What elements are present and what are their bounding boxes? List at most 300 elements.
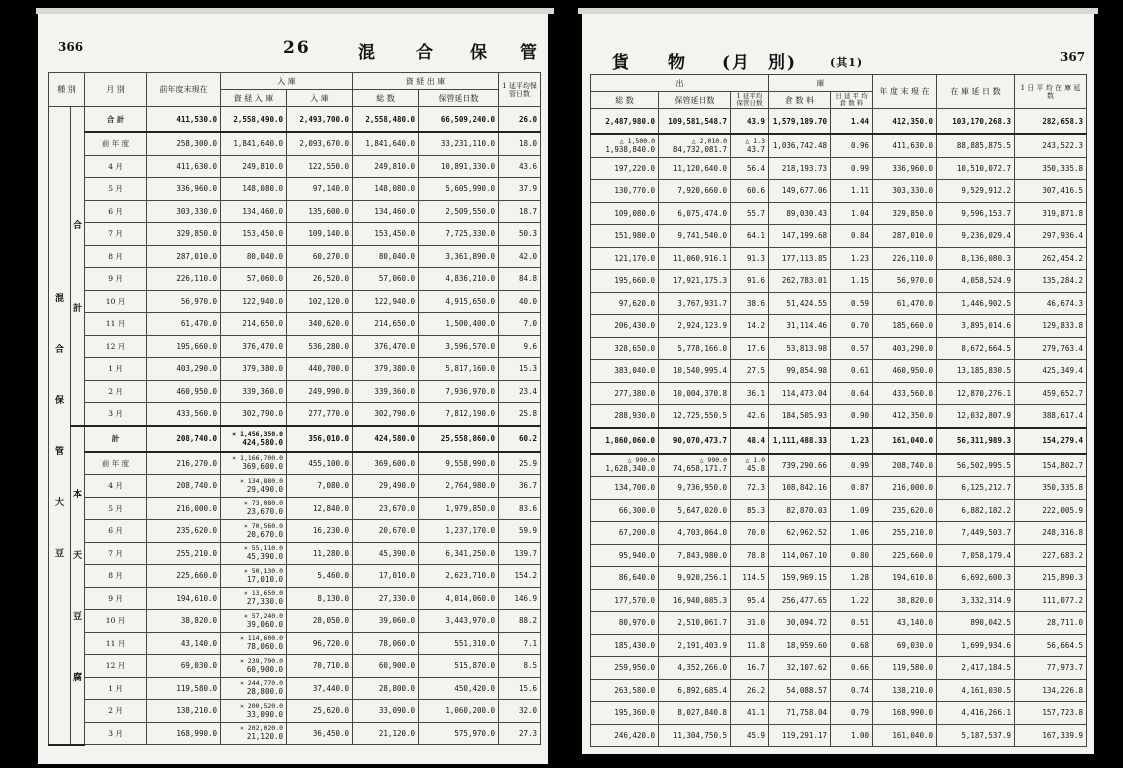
cell-out-total: 97,620.0 — [591, 292, 659, 315]
table-row — [49, 313, 541, 336]
cell-value: 1,938,840.0 — [605, 144, 655, 154]
table-row — [49, 403, 541, 426]
table-row — [591, 109, 1087, 135]
cell-prev-year: 403,290.0 — [147, 358, 221, 381]
cell-daily-avg: 459,652.7 — [1015, 382, 1087, 405]
cell-stock-days: 6,125,212.7 — [937, 477, 1015, 500]
cell-daily-fee: 0.66 — [831, 657, 873, 680]
cell-avg: 146.9 — [499, 587, 541, 610]
cell-fee: 31,114.46 — [769, 315, 831, 338]
cell-in-total: 148,080.0 — [221, 178, 287, 201]
cell-out-total: 151,980.0 — [591, 225, 659, 248]
cell-year-end: 208,740.0 — [873, 454, 937, 477]
cell-in-total: 249,810.0 — [221, 155, 287, 178]
table-row — [49, 565, 541, 588]
cell-out-total: 2,487,980.0 — [591, 109, 659, 135]
right-page-number: 367 — [1060, 50, 1086, 64]
cell-note: △ 1,500.0 — [619, 136, 655, 145]
cell-prev-year: 208,740.0 — [147, 426, 221, 452]
cell-fee: 218,193.73 — [769, 157, 831, 180]
cell-note: × 70,560.0 — [243, 521, 284, 530]
header-ko-group: 庫 — [769, 75, 873, 92]
cell-value: 21,120.0 — [246, 732, 284, 742]
cell-out-total: 67,200.0 — [591, 522, 659, 545]
cell-value: 39,060.0 — [246, 619, 284, 629]
cell-daily-fee: 0.84 — [831, 225, 873, 248]
table-row — [49, 475, 541, 498]
table-row — [49, 178, 541, 201]
cell-prev-year: 329,850.0 — [147, 223, 221, 246]
row-label: 計 — [85, 426, 147, 452]
cell-avg-days: 70.0 — [731, 522, 769, 545]
cell-out-total: 185,430.0 — [591, 634, 659, 657]
cell-avg-days: 42.6 — [731, 405, 769, 428]
cell-prev-year: 235,620.0 — [147, 520, 221, 543]
table-row — [49, 632, 541, 655]
cell-storage-days: 9,920,256.1 — [659, 567, 731, 590]
table-row — [49, 335, 541, 358]
cell-daily-fee: 0.74 — [831, 679, 873, 702]
header-in-group: 入 庫 — [221, 73, 353, 90]
cell-fee: 184,505.93 — [769, 405, 831, 428]
row-label: 4 月 — [85, 155, 147, 178]
table-row — [49, 132, 541, 155]
cell-prev-year: 38,820.0 — [147, 610, 221, 633]
cell-note: × 239,790.0 — [239, 656, 284, 665]
cell-fee: 119,291.17 — [769, 724, 831, 747]
cell-year-end: 255,210.0 — [873, 522, 937, 545]
cell-out-total: 153,450.0 — [353, 223, 419, 246]
cell-storage-days: 7,843,980.0 — [659, 544, 731, 567]
cell-year-end: 216,000.0 — [873, 477, 937, 500]
row-label: 前 年 度 — [85, 452, 147, 475]
cell-year-end: 329,850.0 — [873, 202, 937, 225]
cell-out-total: 27,330.0 — [353, 587, 419, 610]
cell-storage-days: 1,979,850.0 — [419, 497, 499, 520]
cell-prev-year: 411,630.0 — [147, 155, 221, 178]
title-char: 管 — [520, 43, 539, 63]
cell-in-total: 2,558,490.0 — [221, 107, 287, 133]
cell-avg: 50.3 — [499, 223, 541, 246]
cell-daily-avg: 319,871.8 — [1015, 202, 1087, 225]
cell-year-end: 226,110.0 — [873, 247, 937, 270]
cell-stock-days: 3,332,314.9 — [937, 589, 1015, 612]
header-in-col: 入 庫 — [287, 90, 353, 107]
cell-in-total — [221, 426, 287, 452]
cell-fee: 1,579,189.70 — [769, 109, 831, 135]
row-label: 2 月 — [85, 700, 147, 723]
cell-storage-days: 450,420.0 — [419, 677, 499, 700]
cell-value: 1,628,340.0 — [605, 464, 655, 474]
table-row — [591, 634, 1087, 657]
row-label: 2 月 — [85, 380, 147, 403]
cell-avg-days: 78.8 — [731, 544, 769, 567]
cell-in-total — [221, 497, 287, 520]
cell-note: △ 990.0 — [699, 456, 727, 465]
right-page — [582, 14, 1094, 754]
header-ko-col: 日 延 平 均 倉 数 料 — [831, 92, 873, 109]
cell-daily-fee: 0.59 — [831, 292, 873, 315]
cell-in-total: 339,360.0 — [221, 380, 287, 403]
table-row — [49, 677, 541, 700]
header-avg: 1 延平均保管日数 — [499, 73, 541, 107]
cell-daily-avg: 157,723.8 — [1015, 702, 1087, 725]
cell-in-total — [221, 452, 287, 475]
cell-out-total: 328,650.0 — [591, 337, 659, 360]
row-label: 5 月 — [85, 497, 147, 520]
cell-in: 2,493,700.0 — [287, 107, 353, 133]
cell-daily-fee: 1.11 — [831, 180, 873, 203]
right-subtitle: (其1) — [830, 56, 864, 69]
cell-in-total: 379,380.0 — [221, 358, 287, 381]
table-row — [591, 270, 1087, 293]
table-row — [591, 225, 1087, 248]
cell-storage-days: 5,647,020.0 — [659, 499, 731, 522]
cell-storage-days: 575,970.0 — [419, 722, 499, 745]
cell-value: 29,490.0 — [246, 484, 284, 494]
cell-storage-days: 10,540,995.4 — [659, 360, 731, 383]
cell-in-total — [221, 655, 287, 678]
cell-daily-avg: 56,664.5 — [1015, 634, 1087, 657]
cell-avg: 88.2 — [499, 610, 541, 633]
cell-stock-days: 4,416,266.1 — [937, 702, 1015, 725]
cell-out-total: 78,060.0 — [353, 632, 419, 655]
cell-avg-days — [731, 134, 769, 157]
cell-year-end: 194,610.0 — [873, 567, 937, 590]
cell-value: 33,090.0 — [246, 709, 284, 719]
cell-out-total: 28,800.0 — [353, 677, 419, 700]
cell-daily-avg: 388,617.4 — [1015, 405, 1087, 428]
cell-year-end: 138,210.0 — [873, 679, 937, 702]
cell-fee: 53,813.98 — [769, 337, 831, 360]
table-row — [591, 157, 1087, 180]
cell-in: 28,050.0 — [287, 610, 353, 633]
cell-avg: 7.1 — [499, 632, 541, 655]
cell-in: 2,093,670.0 — [287, 132, 353, 155]
cell-out-total: 206,430.0 — [591, 315, 659, 338]
cell-storage-days: 9,558,990.0 — [419, 452, 499, 475]
cell-storage-days: 4,836,210.0 — [419, 268, 499, 291]
cell-storage-days: 6,892,685.4 — [659, 679, 731, 702]
cell-in-total — [221, 610, 287, 633]
cell-avg-days: 36.1 — [731, 382, 769, 405]
cell-daily-avg: 134,226.8 — [1015, 679, 1087, 702]
cell-value: 60,900.0 — [246, 664, 284, 674]
header-out-col: 1 延平均保管日数 — [731, 92, 769, 109]
table-row — [49, 542, 541, 565]
cell-fee: 32,107.62 — [769, 657, 831, 680]
category-main — [49, 107, 71, 745]
cell-out-total: 1,841,640.0 — [353, 132, 419, 155]
cell-out-total — [591, 454, 659, 477]
left-page — [38, 14, 548, 764]
cell-storage-days: 90,070,473.7 — [659, 428, 731, 454]
cell-in: 277,770.0 — [287, 403, 353, 426]
title-char: 別) — [768, 53, 798, 73]
cell-year-end: 61,470.0 — [873, 292, 937, 315]
cell-avg-days: 31.0 — [731, 612, 769, 635]
cell-daily-fee: 1.23 — [831, 428, 873, 454]
cell-avg: 32.0 — [499, 700, 541, 723]
header-month: 月 別 — [85, 73, 147, 107]
cell-out-total: 17,010.0 — [353, 565, 419, 588]
table-row — [591, 202, 1087, 225]
cell-avg-days: 14.2 — [731, 315, 769, 338]
cell-fee: 262,783.01 — [769, 270, 831, 293]
cell-daily-avg: 167,339.9 — [1015, 724, 1087, 747]
cell-prev-year: 195,660.0 — [147, 335, 221, 358]
cell-daily-fee: 0.57 — [831, 337, 873, 360]
header-kind: 種 別 — [49, 73, 85, 107]
cell-daily-fee: 0.87 — [831, 477, 873, 500]
cell-in: 37,440.0 — [287, 677, 353, 700]
cell-storage-days: 2,764,980.0 — [419, 475, 499, 498]
table-row — [49, 358, 541, 381]
table-row — [591, 134, 1087, 157]
cell-storage-days — [659, 134, 731, 157]
row-label: 1 月 — [85, 677, 147, 700]
cell-stock-days: 890,042.5 — [937, 612, 1015, 635]
cell-storage-days: 6,075,474.0 — [659, 202, 731, 225]
table-row — [591, 724, 1087, 747]
row-label: 3 月 — [85, 722, 147, 745]
cell-in: 16,230.0 — [287, 520, 353, 543]
header-out-col: 保管延日数 — [419, 90, 499, 107]
table-row — [49, 587, 541, 610]
cell-daily-avg: 129,833.8 — [1015, 315, 1087, 338]
table-row — [49, 610, 541, 633]
cell-prev-year: 336,960.0 — [147, 178, 221, 201]
cell-avg: 26.0 — [499, 107, 541, 133]
cell-storage-days: 9,741,540.0 — [659, 225, 731, 248]
cell-in: 97,140.0 — [287, 178, 353, 201]
cell-year-end: 56,970.0 — [873, 270, 937, 293]
category-sub — [71, 426, 85, 745]
cell-in: 109,140.0 — [287, 223, 353, 246]
cell-note: × 1,166,700.0 — [232, 454, 284, 463]
cell-value: 74,658,171.7 — [672, 464, 727, 474]
cell-fee: 82,870.03 — [769, 499, 831, 522]
category-char: 合 — [54, 345, 64, 356]
cell-avg-days: 45.9 — [731, 724, 769, 747]
cell-fee: 159,969.15 — [769, 567, 831, 590]
cell-stock-days: 12,870,276.1 — [937, 382, 1015, 405]
cell-in-total — [221, 632, 287, 655]
cell-stock-days: 2,417,184.5 — [937, 657, 1015, 680]
cell-daily-avg: 46,674.3 — [1015, 292, 1087, 315]
header-out-col: 保管延日数 — [659, 92, 731, 109]
cell-storage-days: 7,936,970.0 — [419, 380, 499, 403]
cell-daily-fee: 1.22 — [831, 589, 873, 612]
row-label: 8 月 — [85, 565, 147, 588]
cell-stock-days: 1,699,934.6 — [937, 634, 1015, 657]
cell-fee: 18,959.60 — [769, 634, 831, 657]
title-char: 合 — [416, 43, 435, 63]
cell-daily-fee: 1.28 — [831, 567, 873, 590]
cell-in: 25,620.0 — [287, 700, 353, 723]
cell-in-total — [221, 475, 287, 498]
cell-stock-days: 9,236,029.4 — [937, 225, 1015, 248]
table-row — [591, 454, 1087, 477]
cell-note: × 200,520.0 — [239, 701, 284, 710]
cell-avg-days: 60.6 — [731, 180, 769, 203]
cell-in: 340,620.0 — [287, 313, 353, 336]
cell-fee: 30,094.72 — [769, 612, 831, 635]
cell-daily-fee: 1.06 — [831, 522, 873, 545]
cell-fee: 51,424.55 — [769, 292, 831, 315]
category-char: 本 — [73, 490, 83, 500]
cell-stock-days: 8,672,664.5 — [937, 337, 1015, 360]
header-ko-col: 倉 数 料 — [769, 92, 831, 109]
cell-prev-year: 69,030.0 — [147, 655, 221, 678]
cell-daily-fee: 0.51 — [831, 612, 873, 635]
cell-prev-year: 255,210.0 — [147, 542, 221, 565]
cell-storage-days: 4,915,650.0 — [419, 290, 499, 313]
cell-fee: 256,477.65 — [769, 589, 831, 612]
cell-storage-days: 3,443,970.0 — [419, 610, 499, 633]
cell-out-total: 148,080.0 — [353, 178, 419, 201]
table-row — [591, 477, 1087, 500]
cell-out-total: 263,580.0 — [591, 679, 659, 702]
cell-in-total: 302,790.0 — [221, 403, 287, 426]
cell-daily-fee: 1.09 — [831, 499, 873, 522]
cell-storage-days: 4,352,266.0 — [659, 657, 731, 680]
cell-note: × 73,080.0 — [243, 499, 284, 508]
cell-in-total — [221, 542, 287, 565]
cell-note: × 1,456,350.0 — [232, 429, 284, 438]
cell-year-end: 119,580.0 — [873, 657, 937, 680]
cell-value: 27,330.0 — [246, 597, 284, 607]
cell-stock-days: 3,895,014.6 — [937, 315, 1015, 338]
cell-in: 26,520.0 — [287, 268, 353, 291]
cell-avg: 84.8 — [499, 268, 541, 291]
row-label: 4 月 — [85, 475, 147, 498]
cell-daily-fee: 0.90 — [831, 405, 873, 428]
cell-note: × 13,650.0 — [243, 589, 284, 598]
table-row — [591, 679, 1087, 702]
table-row — [49, 426, 541, 452]
cell-note: △ 1.3 — [745, 136, 765, 145]
cell-daily-fee: 0.68 — [831, 634, 873, 657]
cell-prev-year: 258,300.0 — [147, 132, 221, 155]
category-char: 計 — [73, 303, 83, 314]
cell-note: △ 990.0 — [627, 456, 655, 465]
cell-daily-avg: 227,683.2 — [1015, 544, 1087, 567]
cell-in-total: 57,060.0 — [221, 268, 287, 291]
cell-out-total: 197,220.0 — [591, 157, 659, 180]
cell-year-end: 225,660.0 — [873, 544, 937, 567]
table-row — [591, 180, 1087, 203]
title-char: 物 — [668, 53, 687, 73]
row-label: 6 月 — [85, 520, 147, 543]
cell-storage-days: 1,500,400.0 — [419, 313, 499, 336]
cell-avg: 15.6 — [499, 677, 541, 700]
cell-value: 78,060.0 — [246, 642, 284, 652]
cell-stock-days: 6,882,182.2 — [937, 499, 1015, 522]
cell-fee: 177,113.85 — [769, 247, 831, 270]
cell-year-end: 168,990.0 — [873, 702, 937, 725]
cell-out-total: 121,170.0 — [591, 247, 659, 270]
category-char: 天 — [73, 551, 83, 561]
cell-year-end: 161,040.0 — [873, 428, 937, 454]
cell-out-total: 33,090.0 — [353, 700, 419, 723]
table-row — [49, 107, 541, 133]
cell-year-end: 336,960.0 — [873, 157, 937, 180]
cell-out-total: 1,860,060.0 — [591, 428, 659, 454]
cell-avg: 43.6 — [499, 155, 541, 178]
category-char: 豆 — [54, 549, 64, 560]
cell-daily-avg: 28,711.0 — [1015, 612, 1087, 635]
title-char: 貨 — [612, 53, 631, 73]
table-row — [591, 428, 1087, 454]
cell-avg-days: 114.5 — [731, 567, 769, 590]
cell-storage-days: 109,581,548.7 — [659, 109, 731, 135]
cell-value: 17,010.0 — [246, 574, 284, 584]
cell-in-total: 376,470.0 — [221, 335, 287, 358]
table-row — [49, 268, 541, 291]
row-label: 5 月 — [85, 178, 147, 201]
cell-year-end: 460,950.0 — [873, 360, 937, 383]
cell-out-total: 23,670.0 — [353, 497, 419, 520]
cell-avg: 83.6 — [499, 497, 541, 520]
cell-out-total: 122,940.0 — [353, 290, 419, 313]
cell-storage-days: 10,891,330.0 — [419, 155, 499, 178]
cell-year-end: 235,620.0 — [873, 499, 937, 522]
cell-daily-fee: 0.96 — [831, 134, 873, 157]
cell-stock-days: 12,032,807.9 — [937, 405, 1015, 428]
cell-daily-fee: 0.70 — [831, 315, 873, 338]
cell-avg: 36.7 — [499, 475, 541, 498]
cell-in: 7,080.0 — [287, 475, 353, 498]
cell-out-total: 195,660.0 — [591, 270, 659, 293]
cell-year-end: 69,030.0 — [873, 634, 937, 657]
cell-daily-avg: 215,890.3 — [1015, 567, 1087, 590]
table-row — [49, 700, 541, 723]
cell-storage-days: 10,004,370.8 — [659, 382, 731, 405]
cell-year-end: 403,290.0 — [873, 337, 937, 360]
cell-out-total: 134,700.0 — [591, 477, 659, 500]
cell-stock-days: 7,449,503.7 — [937, 522, 1015, 545]
cell-storage-days: 33,231,110.0 — [419, 132, 499, 155]
cell-out-total: 80,970.0 — [591, 612, 659, 635]
cell-prev-year: 43,140.0 — [147, 632, 221, 655]
cell-avg-days: 41.1 — [731, 702, 769, 725]
cell-fee: 1,111,488.33 — [769, 428, 831, 454]
cell-out-total: 369,600.0 — [353, 452, 419, 475]
row-label: 9 月 — [85, 268, 147, 291]
cell-daily-avg: 154,802.7 — [1015, 454, 1087, 477]
cell-daily-fee: 0.99 — [831, 157, 873, 180]
table-row — [591, 702, 1087, 725]
cell-value: 20,670.0 — [246, 529, 284, 539]
cell-stock-days: 88,885,875.5 — [937, 134, 1015, 157]
cell-avg: 15.3 — [499, 358, 541, 381]
cell-note: × 134,880.0 — [239, 476, 284, 485]
cell-storage-days: 5,605,990.0 — [419, 178, 499, 201]
category-char: 保 — [54, 396, 64, 407]
cell-in-total — [221, 700, 287, 723]
table-row — [591, 499, 1087, 522]
cell-avg-days: 11.8 — [731, 634, 769, 657]
cell-in-total: 214,650.0 — [221, 313, 287, 336]
cell-daily-fee: 1.15 — [831, 270, 873, 293]
cell-year-end: 412,350.0 — [873, 109, 937, 135]
category-char: 合 — [73, 220, 83, 231]
category-char: 大 — [54, 498, 64, 509]
cell-in: 249,990.0 — [287, 380, 353, 403]
table-row — [49, 290, 541, 313]
cell-storage-days: 3,767,931.7 — [659, 292, 731, 315]
